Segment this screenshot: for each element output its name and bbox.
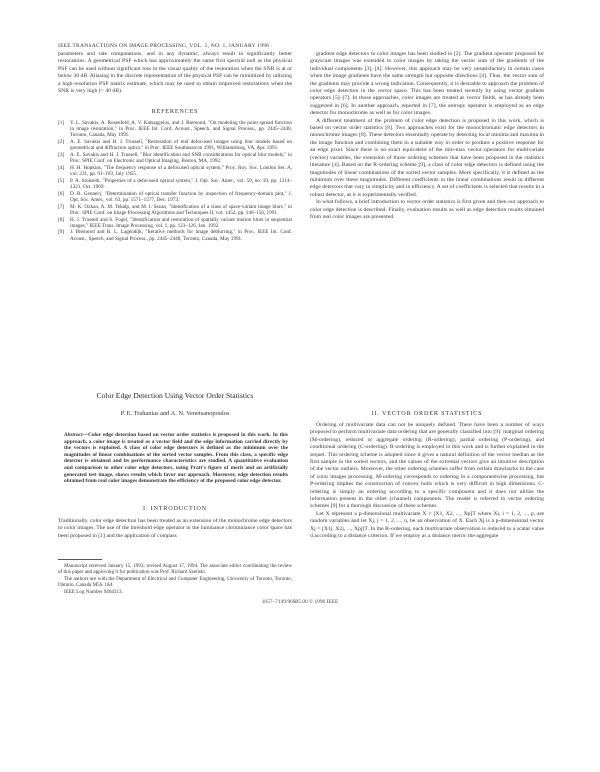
- reference-number: [4]: [58, 164, 65, 171]
- body-paragraph: A different treatment of the problem of color edge detection is proposed in this work, which is based on vector order statistics [8]. Two approaches exist for the monochromatic edge detectors in monochrome images [8]. These detectors essentially operate by detecting local minima and maxima in the image function and combining them in a suitable way in order to produce a positive response for an edge pixel. Since there is no exact equivalent of the min-max vector operators for multivariate (vector) variables, the extension of those ordering schemes that have been proposed in the statistics literature [4]. Based on the R-ordering scheme [9], a class of color edge detectors is defined using the magnitudes of linear combinations of the sorted vector samples. More specifically, it is defined as the minimum over these magnitudes. Different coefficients in the linear combinations result in different edge detectors that vary in simplicity and in efficiency. A set of coefficients is selected that results in a robust detector, as it is experimentally verified.: [310, 117, 544, 198]
- reference-item: [58, 191, 292, 203]
- vector-order-statistics-body: [310, 422, 544, 586]
- copyright-line: 1057–7149/96$05.00 © 1996 IEEE: [261, 599, 339, 605]
- abstract-label: Abstract—: [64, 432, 88, 438]
- footnote-manuscript: Manuscript received January 15, 1993; revised August 17, 1994. The associate editor coordinating the review of this paper and approving it for publication was Prof. Richard Szeliski.: [58, 563, 292, 576]
- body-paragraph: Ordering of multivariate data can not be uniquely defined. There have been a number of ways proposed to perform multivariate data ordering that are generally classified into [9]: marginal ordering (M-ordering), reduced or aggregate ordering (R-ordering), partial ordering (P-ordering), and conditional ordering (C-ordering). R-ordering is employed in this work and is further explained in the sequel. This ordering scheme is adopted since it gives a natural definition of the vector median as the first sample in the sorted vectors, and the values of the extremal vectors give an intuitive description of the vector outliers. Moreover, the other ordering schemes suffer from certain drawbacks in the case of color images processing. M-ordering corresponds to ordering in a componentwise processing, but P-ordering implies the construction of convex hulls which is very difficult in high dimensions. C-ordering is simply an ordering according to a specific component and it does not utilize the information present in the other (channel) components. The reader is referred to vector ordering schemes [9] for a thorough discussion of these schemes.: [310, 422, 544, 510]
- reference-text: H. H. Hopkins, "The frequency response of a defocused optical system," Proc. Roy. Soc. London Ser. A, vol. 231, pp. 91–103, July 1955.: [70, 164, 292, 178]
- reference-item: [58, 229, 292, 241]
- reference-item: [58, 204, 292, 216]
- reference-text: A. E. Savakis and H. J. Trussell, "Restoration of real defocused images using blur models based on geometrical and diffraction optics," in Proc. IEEE Southeastcon 1991, Williamsburg, VA, Apr. 1991.: [70, 139, 292, 152]
- introduction-continued: [310, 51, 544, 301]
- reference-number: [2]: [58, 139, 65, 146]
- reference-text: M. K. Ozkan, A. M. Tekalp, and M. I. Sezan, "Identification of a class of space-variant image blurs," in Proc. SPIE Conf. on Image Processing Algorithms and Techniques II, vol. 1452, pp. 146–156, 1991.: [70, 203, 292, 216]
- introduction-paragraph: Traditionally, color edge detection has been treated as an extension of the monochrome edge detectors to color images. The use of the threshold edge operator in the luminance chrominance color space has been proposed in [1] and the application of compass: [58, 518, 292, 539]
- running-head-left: IEEE TRANSACTIONS ON IMAGE PROCESSING, VOL. 5, NO. 1, JANUARY 1996: [58, 43, 270, 49]
- reference-number: [1]: [58, 120, 65, 126]
- footnote-log-number: IEEE Log Number 9404313.: [64, 589, 123, 596]
- reference-number: [8]: [58, 216, 65, 223]
- paper-authors: P. E. Trahanias and A. N. Venetsanopoulos: [120, 410, 230, 417]
- abstract-text: Color edge detection based on vector order statistics is proposed in this work. In this approach, a color image is treated as a vector field and the edge information carried directly by the vectors is exploited. A class of color edge detectors is defined as the minimum over the magnitudes of linear combinations of the sorted vector samples. From this class, a specific edge detector is obtained and its performance characteristics are studied. A quantitative evaluation and comparison to other color edge detectors, using Pratt's figure of merit and an artificially generated test image, shows results which favor our approach. Moreover, edge detection results obtained from real color images demonstrate the efficiency of the proposed color edge detector.: [64, 432, 288, 485]
- conclusion-paragraph: parameters and rate computations, and in any dynamic, always result in significantly better restorations. A geometrical PSF which has approximately the same first spectral null as the physical PSF can be used without significant loss in the visual quality of the restoration when the SNR is at or below 30 dB. Aliasing in the discrete representation of the physical PSF can be minimized by utilizing a high-resolution PSF matrix estimate, which may be used to obtain improved restorations when the SNR is very high (> 40 dB).: [58, 51, 292, 95]
- reference-item: [58, 120, 292, 139]
- body-paragraph: Let X represent a p-dimensional multivariate X = [X1, X2, ..., Xp]T where Xi, i = 1, 2, ..., p, are random variables and let Xj, j = 1, 2, ..., n, be an observation of X. Each Xj is a p-dimensional vector Xj = [X1j, X2j, ..., Xpj]T. In the R-ordering, each multivariate observation is reduced to a scalar value d according to a distance criterion. If we employ as a distance metric the aggregate: [310, 510, 544, 540]
- introduction-body: [58, 518, 292, 554]
- reference-number: [9]: [58, 229, 65, 236]
- reference-item: [58, 178, 292, 190]
- footnote-rule: [58, 559, 102, 560]
- body-paragraph: gradient edge detectors to color images has been studied in [2]. The gradient operator proposed for grayscale images was extended to color images by taking the vector sum of the gradients of the individual components [3], [4]. However, this approach may be very unsatisfactory in certain cases when the image gradients have the same strength but opposite directions [4]. Thus, the vector sum of the gradients may provide a wrong indication. Consequently, it is desirable to approach the problem of color edge detection in the vector space. This has been treated recently by using vector gradient operators [5]–[7]. In those approaches, color images are treated as vector fields, as has already been suggested in [6]. In another approach, reported in [7], the entropy operator is employed as an edge detector for monochrome as well as for color images.: [310, 51, 544, 117]
- reference-text: A. E. Savakis and H. J. Trussell, "Blur identification and SNR considerations for optical blur models," in Proc. SPIE Conf. on Electronic and Optical Imaging, Boston, MA, 1992.: [70, 152, 292, 165]
- references-heading: REFERENCES: [151, 108, 199, 115]
- reference-item: [58, 165, 292, 177]
- reference-text: P. A. Stokseth, "Properties of a defocused optical system," J. Opt. Soc. Amer., vol. 59, no. 10, pp. 1314–1321, Oct. 1969.: [70, 177, 292, 191]
- previous-paper-conclusion: [58, 51, 292, 98]
- reference-text: D. B. Gennery, "Determination of optical transfer function by inspection of frequency-domain plot," J. Opt. Soc. Amer., vol. 63, pp. 1571–1577, Dec. 1973.: [70, 190, 292, 203]
- reference-item: [58, 139, 292, 151]
- reference-text: Y. L. Savakis, A. Rosenfeld, A. V. Katsaggelos, and J. Biemond, "On modeling the point spread function in image restoration," in Proc. IEEE Int. Conf. Acoust., Speech, and Signal Process., pp. 2445–2448, Toronto, Canada, May 1991.: [70, 120, 292, 139]
- reference-item: [58, 152, 292, 164]
- reference-number: [7]: [58, 203, 65, 210]
- vector-order-statistics-heading: II. VECTOR ORDER STATISTICS: [371, 410, 483, 417]
- reference-item: [58, 217, 292, 229]
- reference-number: [6]: [58, 190, 65, 197]
- reference-list: [58, 120, 292, 242]
- introduction-heading: I. INTRODUCTION: [143, 505, 207, 512]
- abstract: [64, 432, 288, 485]
- reference-text: J. Biemond and R. L. Lagendijk, "Iterative methods for image deblurring," in Proc. IEEE Int. Conf. Acoust., Speech, and Signal Process., pp. 2445–2448, Toronto, Canada, May 1991.: [70, 229, 292, 242]
- body-paragraph: In what follows, a brief introduction to vector order statistics is first given and then our approach to color edge detection is described. Finally, evaluation results as well as edge detection results obtained from real color images are presented.: [310, 199, 544, 220]
- paper-title: Color Edge Detection Using Vector Order Statistics: [96, 391, 254, 400]
- reference-number: [3]: [58, 152, 65, 159]
- footnotes: [58, 563, 292, 596]
- reference-text: H. J. Trussell and S. Fogel, "Identification and restoration of spatially variant motion blurs in sequential images," IEEE Trans. Image Processing, vol. 1, pp. 123–126, Jan. 1992.: [70, 216, 292, 229]
- footnote-affiliation: The authors are with the Department of Electrical and Computer Engineering, University of Toronto, Toronto, Ontario, Canada M5S 1A4.: [58, 576, 292, 589]
- reference-number: [5]: [58, 177, 65, 184]
